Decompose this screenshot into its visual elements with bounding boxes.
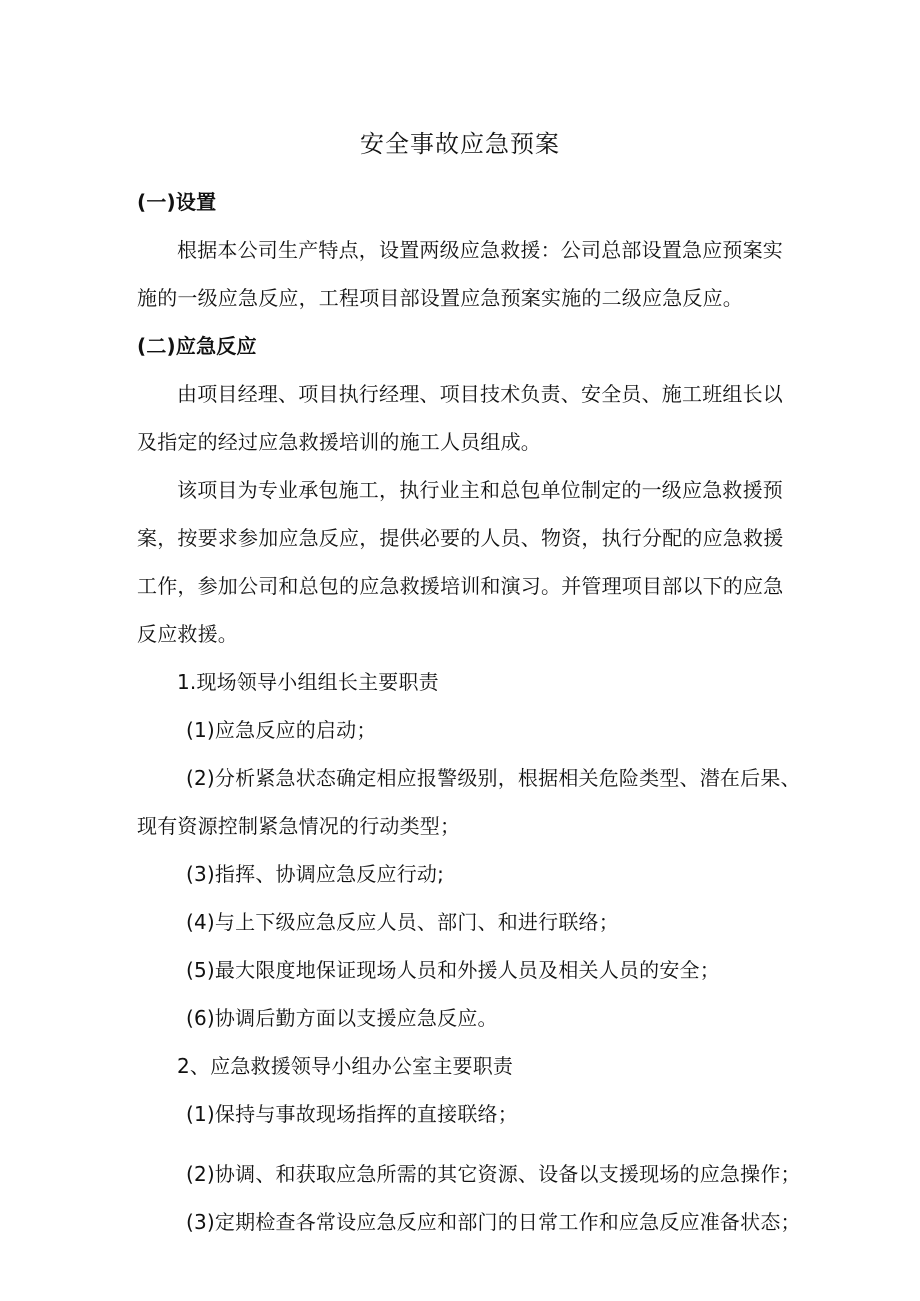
document-title: 安全事故应急预案 [360,130,560,158]
list-item: (1)保持与事故现场指挥的直接联络； [186,1102,518,1126]
list-item: (1)应急反应的启动； [186,718,377,742]
paragraph-line: 根据本公司生产特点，设置两级应急救援：公司总部设置急应预案实 [177,238,783,262]
paragraph-line: 施的一级应急反应，工程项目部设置应急预案实施的二级应急反应。 [137,286,743,310]
list-item: (2)协调、和获取应急所需的其它资源、设备以支援现场的应急操作； [186,1162,801,1186]
list-item: (3)指挥、协调应急反应行动; [186,862,445,886]
paragraph-line: 该项目为专业承包施工，执行业主和总包单位制定的一级应急救援预 [177,478,783,502]
list-item: (6)协调后勤方面以支援应急反应。 [186,1006,498,1030]
list-item: (3)定期检查各常设应急反应和部门的日常工作和应急反应准备状态； [186,1210,801,1234]
section-heading-emergency-response: (二)应急反应 [137,334,257,358]
subsection-heading-office-duties: 2、应急救援领导小组办公室主要职责 [177,1054,514,1078]
paragraph-line: 工作，参加公司和总包的应急救援培训和演习。并管理项目部以下的应急 [137,574,784,598]
subsection-heading-site-leader-duties: 1.现场领导小组组长主要职责 [177,670,439,694]
section-heading-setup: (一)设置 [137,190,217,214]
paragraph-line: 由项目经理、项目执行经理、项目技术负责、安全员、施工班组长以 [177,382,783,406]
list-item: (5)最大限度地保证现场人员和外援人员及相关人员的安全； [186,958,720,982]
list-item-continuation: 现有资源控制紧急情况的行动类型； [137,814,461,838]
list-item: (2)分析紧急状态确定相应报警级别，根据相关危险类型、潜在后果、 [186,766,801,790]
paragraph-line: 及指定的经过应急救援培训的施工人员组成。 [137,430,541,454]
list-item: (4)与上下级应急反应人员、部门、和进行联络； [186,910,619,934]
paragraph-line: 案，按要求参加应急反应，提供必要的人员、物资，执行分配的应急救援 [137,526,784,550]
paragraph-line: 反应救援。 [137,622,238,646]
